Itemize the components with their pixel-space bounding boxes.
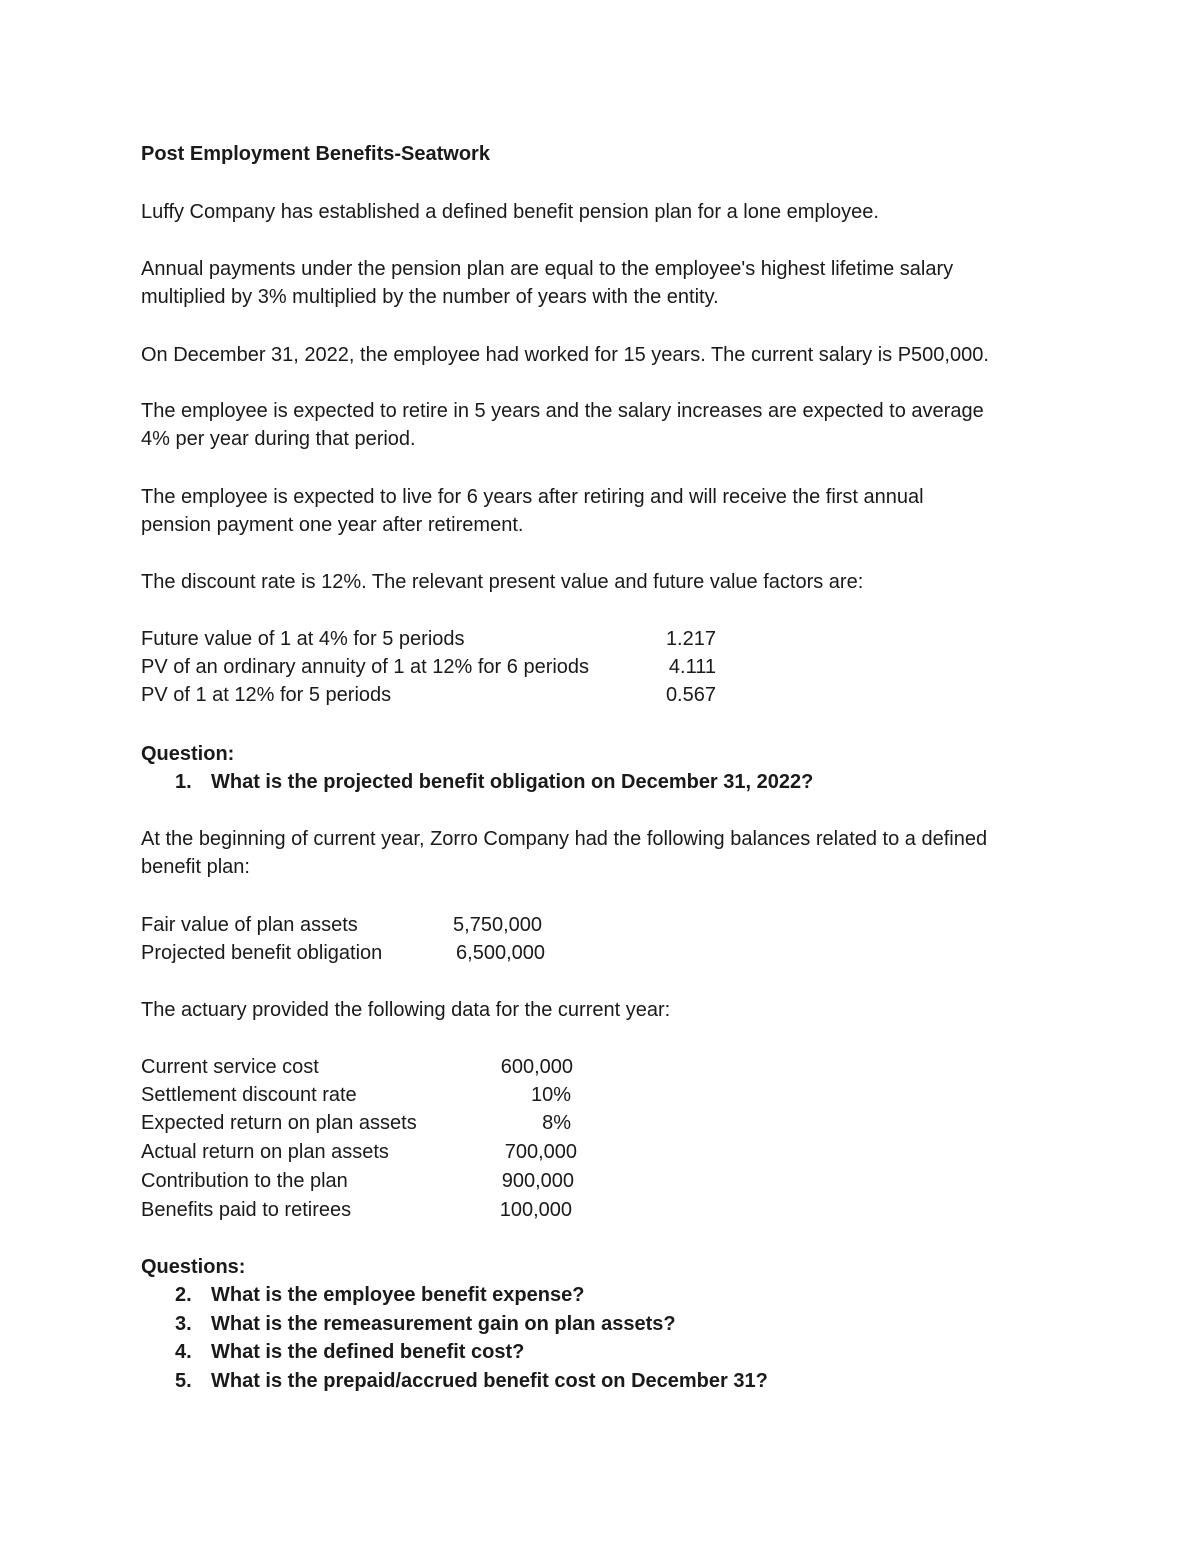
factor-value: 4.111 [668, 656, 716, 678]
factor-value: 0.567 [665, 684, 716, 706]
question-item [175, 1310, 676, 1338]
balance-label: Projected benefit obligation [141, 942, 383, 964]
balance-label: Fair value of plan assets [141, 914, 358, 936]
factor-row [141, 625, 721, 653]
balance-row [141, 911, 551, 939]
factor-label: PV of 1 at 12% for 5 periods [141, 684, 392, 706]
question-number: 5. [175, 1370, 192, 1392]
actuary-label: Current service cost [141, 1056, 319, 1078]
paragraph-annual-payments-line1: Annual payments under the pension plan are equal to the employee's highest lifetime salary [141, 258, 954, 280]
actuary-row [141, 1167, 581, 1195]
question-number: 1. [175, 771, 192, 793]
question-text: What is the employee benefit expense? [211, 1284, 585, 1306]
question-number: 4. [175, 1341, 192, 1363]
questions-heading: Questions: [141, 1256, 246, 1278]
actuary-value: 900,000 [501, 1170, 574, 1192]
actuary-row [141, 1109, 581, 1137]
paragraph-retirement-line2: 4% per year during that period. [141, 428, 416, 450]
actuary-label: Contribution to the plan [141, 1170, 348, 1192]
actuary-row [141, 1081, 581, 1109]
question-text: What is the prepaid/accrued benefit cost on December 31? [211, 1370, 768, 1392]
paragraph-retirement-line1: The employee is expected to retire in 5 years and the salary increases are expected to average [141, 400, 984, 422]
page-title: Post Employment Benefits-Seatwork [141, 143, 490, 165]
actuary-row [141, 1053, 581, 1081]
paragraph-plan-intro: Luffy Company has established a defined benefit pension plan for a lone employee. [141, 201, 879, 223]
balance-row [141, 939, 551, 967]
actuary-value: 700,000 [504, 1141, 577, 1163]
paragraph-annual-payments-line2: multiplied by 3% multiplied by the number of years with the entity. [141, 286, 719, 308]
paragraph-current-salary: On December 31, 2022, the employee had worked for 15 years. The current salary is P500,000. [141, 344, 989, 366]
question-text: What is the remeasurement gain on plan assets? [211, 1313, 676, 1335]
balance-value: 6,500,000 [456, 942, 545, 964]
question-item [175, 1281, 584, 1309]
question-text: What is the projected benefit obligation on December 31, 2022? [211, 771, 814, 793]
paragraph-life-expectancy-line1: The employee is expected to live for 6 years after retiring and will receive the first annual [141, 486, 924, 508]
actuary-value: 8% [542, 1112, 571, 1134]
question-heading: Question: [141, 743, 235, 765]
actuary-value: 10% [530, 1084, 571, 1106]
actuary-label: Actual return on plan assets [141, 1141, 389, 1163]
actuary-label: Benefits paid to retirees [141, 1199, 352, 1221]
paragraph-zorro-line2: benefit plan: [141, 856, 250, 878]
factor-value: 1.217 [665, 628, 716, 650]
actuary-row [141, 1138, 581, 1166]
question-number: 3. [175, 1313, 192, 1335]
question-text: What is the defined benefit cost? [211, 1341, 525, 1363]
paragraph-zorro-line1: At the beginning of current year, Zorro Company had the following balances related to a defined [141, 828, 988, 850]
actuary-label: Expected return on plan assets [141, 1112, 417, 1134]
actuary-row [141, 1196, 581, 1224]
factor-row [141, 681, 721, 709]
paragraph-life-expectancy-line2: pension payment one year after retirement. [141, 514, 524, 536]
actuary-value: 100,000 [499, 1199, 572, 1221]
question-number: 2. [175, 1284, 192, 1306]
actuary-value: 600,000 [500, 1056, 573, 1078]
actuary-label: Settlement discount rate [141, 1084, 357, 1106]
paragraph-actuary: The actuary provided the following data for the current year: [141, 999, 671, 1021]
balance-value: 5,750,000 [453, 914, 542, 936]
factor-label: Future value of 1 at 4% for 5 periods [141, 628, 465, 650]
question-item [175, 1367, 768, 1395]
factor-label: PV of an ordinary annuity of 1 at 12% for 6 periods [141, 656, 590, 678]
question-item [175, 1338, 524, 1366]
paragraph-discount-rate: The discount rate is 12%. The relevant present value and future value factors are: [141, 571, 864, 593]
factor-row [141, 653, 721, 681]
question-item [175, 768, 813, 796]
